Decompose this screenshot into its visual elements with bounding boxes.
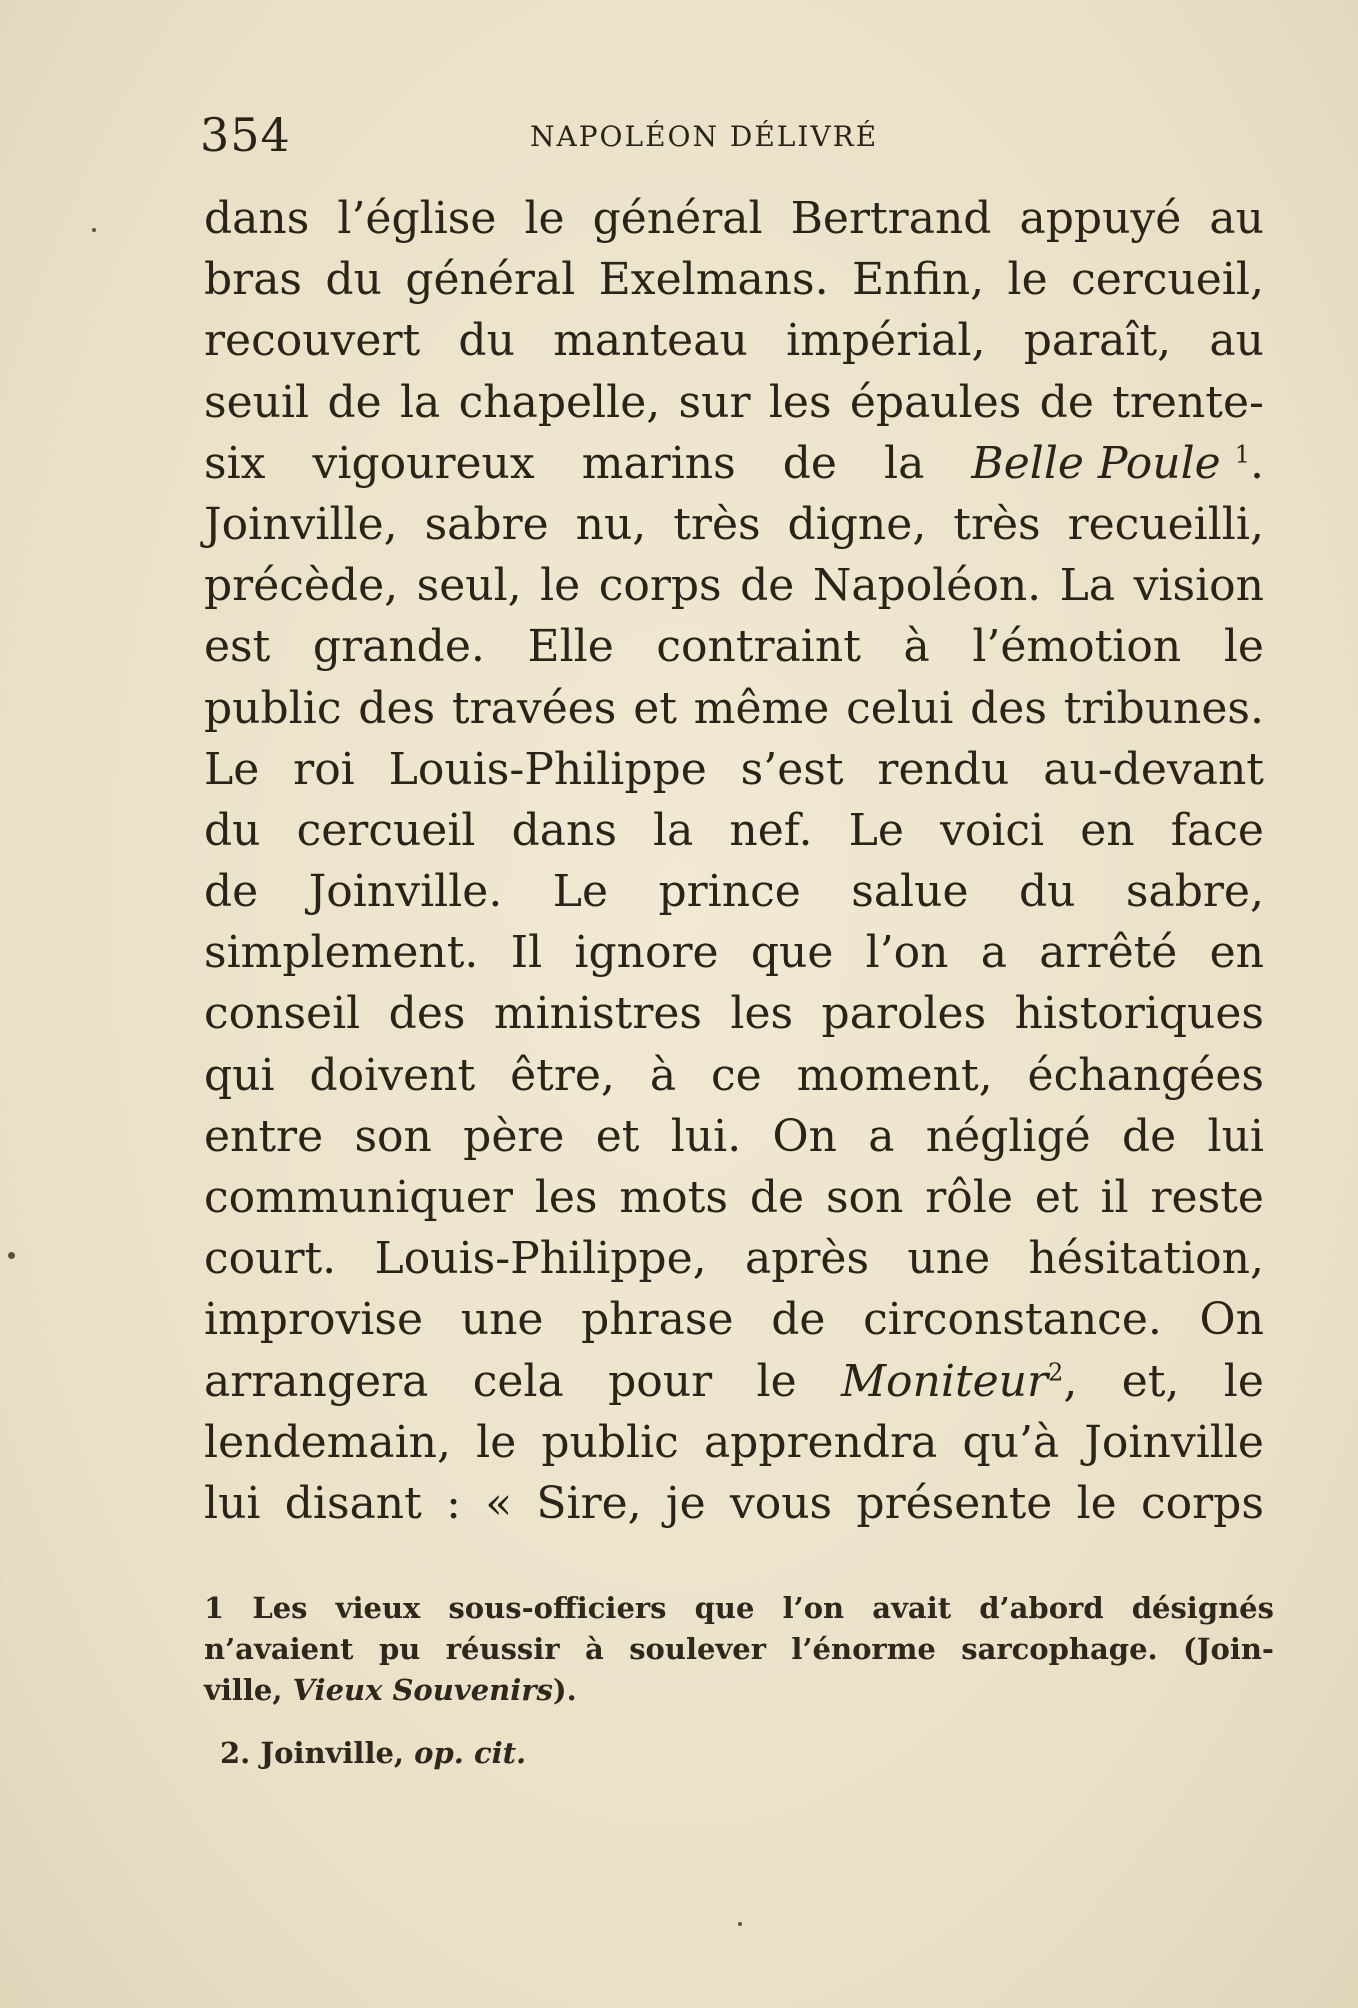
word: le	[756, 1355, 797, 1407]
word: «	[485, 1477, 513, 1529]
word: La	[1059, 560, 1116, 612]
word: recouvert	[204, 315, 421, 367]
word: général	[405, 254, 576, 306]
word: prince	[658, 866, 801, 918]
word: du	[204, 804, 261, 856]
word: échangées	[1027, 1049, 1264, 1101]
footnote-text: ville,	[204, 1673, 283, 1707]
word: de	[1039, 376, 1094, 428]
word: et	[633, 682, 677, 734]
word: de	[1121, 1110, 1177, 1162]
word: au-devant	[1043, 743, 1264, 795]
word: de	[782, 437, 837, 489]
word: qui	[204, 1049, 275, 1101]
word: en	[1080, 804, 1135, 856]
text-line	[204, 739, 1264, 800]
paper-speck	[738, 1922, 742, 1926]
page-number: 354	[200, 108, 291, 162]
word: il	[1100, 1172, 1129, 1223]
word: Sire,	[536, 1477, 642, 1529]
word: sabre,	[1125, 866, 1264, 918]
word: public	[204, 682, 342, 734]
word: la	[399, 376, 441, 428]
word: que	[750, 927, 834, 979]
word: rendu	[877, 743, 1010, 795]
word: paroles	[821, 988, 987, 1040]
paper-speck	[92, 228, 96, 232]
text-line	[204, 983, 1264, 1044]
word: le	[540, 560, 581, 612]
word: cercueil	[296, 804, 476, 856]
word: et,	[1121, 1355, 1180, 1407]
text-line	[204, 188, 1264, 249]
word: Bertrand	[790, 193, 992, 244]
word: de	[204, 866, 259, 918]
word: la	[884, 437, 925, 489]
italic-newspaper-name: Moniteur	[841, 1355, 1049, 1407]
word: je	[665, 1477, 706, 1529]
text-line	[204, 1228, 1264, 1289]
footnote-text: Joinville,	[260, 1736, 405, 1770]
word: corps	[1140, 1477, 1264, 1529]
word: contraint	[656, 621, 861, 673]
word: improvise	[204, 1294, 424, 1346]
word: Le	[552, 866, 609, 918]
word: ignore	[574, 927, 719, 979]
footnote-word: d’abord	[979, 1591, 1104, 1625]
footnote-1-line-1	[204, 1588, 1274, 1629]
word: Louis-Philippe,	[374, 1233, 707, 1285]
text-line	[204, 616, 1264, 677]
footnote-word: sous-officiers	[448, 1591, 667, 1625]
word: historiques	[1014, 988, 1264, 1040]
footnote-number: 2.	[220, 1736, 251, 1770]
paper-speck	[8, 1252, 15, 1259]
text-line	[204, 310, 1264, 371]
word: une	[907, 1233, 991, 1285]
word: doivent	[309, 1049, 476, 1101]
word: corps	[598, 560, 722, 612]
word: manteau	[553, 315, 748, 367]
word: trente-	[1112, 376, 1264, 428]
word: le	[476, 1416, 517, 1468]
word: impérial,	[786, 315, 986, 367]
word: tribunes.	[1063, 682, 1264, 734]
word: une	[460, 1294, 544, 1346]
word: du	[1018, 866, 1076, 918]
word: sur	[678, 376, 751, 428]
text-line	[204, 1045, 1264, 1106]
word: court.	[204, 1233, 337, 1285]
text-line	[204, 372, 1264, 433]
word: l’on	[865, 927, 949, 979]
word: général	[592, 193, 763, 244]
word: bras	[204, 254, 303, 306]
word: de	[327, 376, 382, 428]
word: Joinville.	[308, 866, 503, 918]
word: pour	[608, 1355, 713, 1407]
word: Il	[510, 927, 543, 979]
word: reste	[1150, 1172, 1264, 1223]
word: du	[458, 315, 515, 367]
running-title: NAPOLÉON DÉLIVRÉ	[530, 120, 879, 153]
word: très	[673, 498, 761, 550]
word: et	[595, 1110, 640, 1162]
running-head	[200, 108, 1260, 168]
word: sabre	[424, 498, 549, 550]
footnote-word: pu	[378, 1632, 421, 1666]
word: des	[358, 682, 436, 734]
word: Enfin,	[851, 254, 985, 306]
word: arrangera	[204, 1355, 429, 1407]
word: chapelle,	[458, 376, 661, 428]
body-text	[204, 188, 1264, 1534]
word: arrêté	[1039, 927, 1178, 979]
word: au	[1209, 315, 1264, 367]
text-line	[204, 1106, 1264, 1167]
word: seul,	[416, 560, 522, 612]
word-group	[841, 1351, 1077, 1412]
word: phrase	[581, 1294, 734, 1346]
word: du	[325, 254, 382, 306]
text-line	[204, 922, 1264, 983]
text-line	[204, 678, 1264, 739]
word: son	[825, 1172, 904, 1223]
word: a	[980, 927, 1008, 979]
word: Exelmans.	[598, 254, 829, 306]
word: dans	[204, 193, 310, 244]
word: vision	[1133, 560, 1264, 612]
word: appuyé	[1019, 193, 1182, 244]
word: le	[1007, 254, 1048, 306]
word: roi	[293, 743, 355, 795]
word: dans	[511, 804, 617, 856]
text-line	[204, 249, 1264, 310]
footnote-italic-title: Vieux Souvenirs	[292, 1673, 553, 1707]
word: est	[204, 621, 271, 673]
word: moment,	[796, 1049, 993, 1101]
footnote-word: sarcophage.	[961, 1632, 1158, 1666]
word: l’émotion	[972, 621, 1182, 673]
word: très	[953, 498, 1041, 550]
word: l’église	[337, 193, 497, 244]
word: lendemain,	[204, 1416, 452, 1468]
word: paraît,	[1023, 315, 1172, 367]
word: et	[1034, 1172, 1079, 1223]
word: la	[653, 804, 694, 856]
note-reference: 2	[1048, 1357, 1064, 1386]
word: présente	[856, 1477, 1053, 1529]
word: hésitation,	[1028, 1233, 1264, 1285]
word: six	[204, 437, 266, 489]
word: disant	[284, 1477, 422, 1529]
word: grande.	[312, 621, 485, 673]
word: lui	[204, 1477, 261, 1529]
footnote-1-line-2	[204, 1629, 1274, 1670]
word: le	[1223, 621, 1264, 673]
word: On	[772, 1110, 837, 1162]
text-line	[204, 1289, 1264, 1350]
text-line	[204, 1473, 1264, 1534]
word: digne,	[787, 498, 927, 550]
word: le	[1076, 1477, 1117, 1529]
word: des	[388, 988, 466, 1040]
word: marins	[581, 437, 736, 489]
footnote-word: désignés	[1131, 1591, 1274, 1625]
word: celui	[846, 682, 954, 734]
word: le	[1223, 1355, 1264, 1407]
word: au	[1209, 193, 1264, 244]
word: épaules	[849, 376, 1022, 428]
word: père	[463, 1110, 565, 1162]
text-line	[204, 800, 1264, 861]
word: cela	[472, 1355, 564, 1407]
word: rôle	[925, 1172, 1013, 1223]
word: nu,	[575, 498, 647, 550]
word: Le	[848, 804, 904, 856]
footnote-word: Les	[252, 1591, 308, 1625]
word: Joinville,	[204, 498, 398, 550]
word: de	[740, 560, 795, 612]
word: ministres	[493, 988, 702, 1040]
text-line	[204, 433, 1264, 494]
text-line	[204, 861, 1264, 922]
word: lui.	[670, 1110, 742, 1162]
footnote-word: avait	[872, 1591, 952, 1625]
word: lui	[1207, 1110, 1264, 1162]
word: recueilli,	[1067, 498, 1264, 550]
word: Joinville	[1084, 1416, 1264, 1468]
word: les	[730, 988, 794, 1040]
footnote-word: réussir	[445, 1632, 560, 1666]
word: même	[693, 682, 830, 734]
word: Le	[204, 743, 260, 795]
word: ce	[711, 1049, 762, 1101]
word: à	[903, 621, 930, 673]
word: les	[768, 376, 832, 428]
word: être,	[510, 1049, 615, 1101]
word: à	[649, 1049, 677, 1101]
word: après	[744, 1233, 870, 1285]
footnote-word: à	[584, 1632, 604, 1666]
punctuation: ,	[1063, 1355, 1078, 1407]
word: cercueil,	[1071, 254, 1264, 306]
footnote-word: l’énorme	[791, 1632, 936, 1666]
word: public	[541, 1416, 679, 1468]
word: négligé	[925, 1110, 1091, 1162]
word: travées	[451, 682, 617, 734]
word: entre	[204, 1110, 324, 1162]
word: qu’à	[962, 1416, 1060, 1468]
word: vous	[729, 1477, 833, 1529]
footnote-word: l’on	[782, 1591, 845, 1625]
word: Napoléon.	[812, 560, 1042, 612]
word: salue	[851, 866, 969, 918]
word: des	[970, 682, 1047, 734]
footnote-2	[204, 1733, 1274, 1774]
word: précède,	[204, 560, 399, 612]
word: apprendra	[703, 1416, 938, 1468]
word: communiquer	[204, 1172, 513, 1223]
word: nef.	[729, 804, 813, 856]
footnote-word: soulever	[629, 1632, 766, 1666]
footnote-word: vieux	[335, 1591, 421, 1625]
footnote-italic-ref: op. cit.	[414, 1736, 527, 1770]
word: s’est	[740, 743, 844, 795]
word: seuil	[204, 376, 310, 428]
word: circonstance.	[863, 1294, 1162, 1346]
word: a	[868, 1110, 895, 1162]
footnote-word: n’avaient	[204, 1632, 354, 1666]
text-line	[204, 1351, 1264, 1412]
punctuation: .	[1249, 437, 1264, 489]
word: Louis-Philippe	[388, 743, 707, 795]
word: simplement.	[204, 927, 479, 979]
text-line	[204, 494, 1264, 555]
word: de	[749, 1172, 805, 1223]
word: vigoureux	[312, 437, 535, 489]
footnote-word: (Join-	[1183, 1632, 1274, 1666]
word: en	[1209, 927, 1264, 979]
text-line	[204, 1412, 1264, 1473]
word: :	[446, 1477, 461, 1529]
word: de	[771, 1294, 826, 1346]
footnote-word: que	[694, 1591, 755, 1625]
word: son	[354, 1110, 432, 1162]
word: Elle	[527, 621, 614, 673]
footnotes	[204, 1588, 1274, 1774]
word: les	[534, 1172, 598, 1223]
text-line	[204, 1167, 1264, 1228]
word: On	[1199, 1294, 1264, 1346]
word: mots	[619, 1172, 728, 1223]
word: voici	[939, 804, 1045, 856]
note-reference: 1	[1234, 440, 1250, 469]
word-group	[971, 433, 1264, 494]
word: conseil	[204, 988, 361, 1040]
italic-ship-name: Belle Poule	[971, 437, 1221, 489]
footnote-1-line-3	[204, 1670, 1274, 1711]
footnote-text: ).	[552, 1673, 577, 1707]
word: face	[1170, 804, 1264, 856]
footnote-number: 1	[204, 1591, 225, 1625]
text-line	[204, 555, 1264, 616]
word: le	[524, 193, 565, 244]
